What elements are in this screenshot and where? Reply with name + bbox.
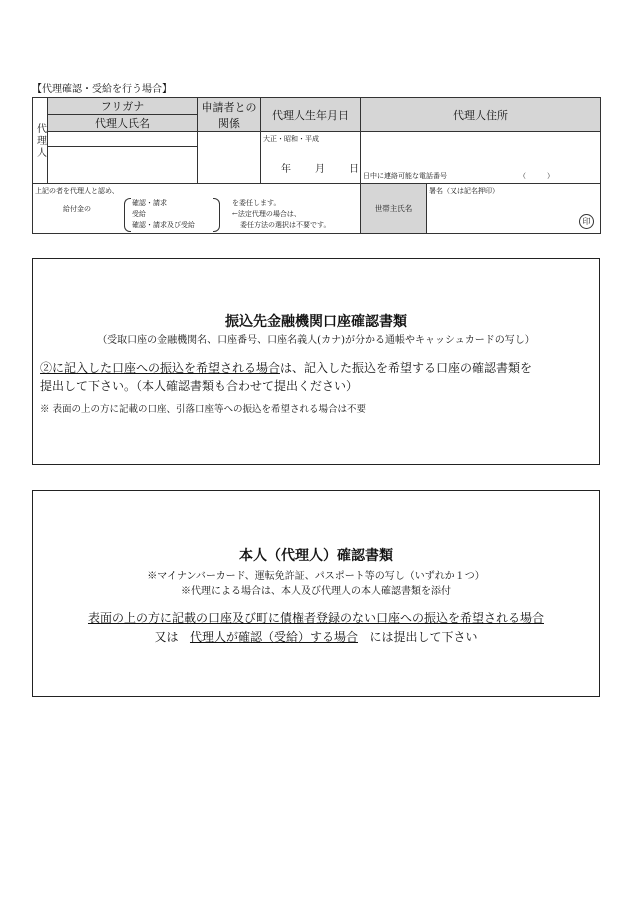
proxy-side-label: 代理人 <box>33 98 48 184</box>
furigana-header: フリガナ <box>48 98 198 115</box>
bank-box-line1 <box>40 359 532 376</box>
furigana-input[interactable] <box>48 132 198 147</box>
id-box-title: 本人（代理人）確認書類 <box>239 548 393 564</box>
bank-line1-underlined: ②に記入した口座への振込を希望される場合 <box>40 361 281 375</box>
era-options: 大正・昭和・平成 <box>263 135 319 143</box>
seal-mark: 印 <box>579 214 594 229</box>
bank-box-title: 振込先金融機関口座確認書類 <box>225 314 407 330</box>
option-confirm-claim[interactable]: 確認・請求 <box>132 199 167 207</box>
benefit-label: 給付金の <box>63 205 91 213</box>
id-box-line1 <box>33 609 599 626</box>
birthdate-input[interactable] <box>261 132 361 184</box>
month-label: 月 <box>315 164 325 175</box>
householder-signature[interactable] <box>427 184 601 234</box>
phone-label: 日中に連絡可能な電話番号 <box>363 172 447 180</box>
seal-label: 署名（又は記名押印） <box>429 187 499 195</box>
legal-note-1: ←法定代理の場合は、 <box>232 210 301 218</box>
id-line1-underlined: 表面の上の方に記載の口座及び町に債権者登録のない口座への振込を希望される場合 <box>87 611 544 625</box>
name-input[interactable] <box>48 147 198 184</box>
delegate-text: を委任します。 <box>232 199 281 207</box>
option-confirm-claim-receive[interactable]: 確認・請求及び受給 <box>132 221 195 229</box>
id-document-box <box>32 490 600 697</box>
bank-box-note: ※ 表面の上の方に記載の口座、引落口座等への振込を希望される場合は不要 <box>40 404 367 415</box>
bank-box-line2: 提出して下さい。（本人確認書類も合わせて提出ください） <box>40 379 359 393</box>
day-label: 日 <box>349 164 359 175</box>
consent-cell <box>33 184 361 234</box>
year-label: 年 <box>281 164 291 175</box>
id-box-sub1: ※マイナンバーカード、運転免許証、パスポート等の写し（いずれか１つ） <box>147 571 485 582</box>
id-line2-pre: 又は <box>154 630 179 644</box>
id-box-line2 <box>33 628 599 645</box>
id-line2-underlined: 代理人が確認（受給）する場合 <box>189 630 358 644</box>
name-header: 代理人氏名 <box>48 115 198 132</box>
address-header: 代理人住所 <box>361 98 601 132</box>
legal-note-2: 委任方法の選択は不要です。 <box>240 221 331 229</box>
bank-document-box <box>32 258 600 465</box>
householder-label: 世帯主氏名 <box>361 184 427 234</box>
relation-header: 申請者との関係 <box>198 98 261 132</box>
id-line2-post: には提出して下さい <box>369 630 478 644</box>
birthdate-header: 代理人生年月日 <box>261 98 361 132</box>
proxy-section-title: 【代理確認・受給を行う場合】 <box>32 84 172 95</box>
proxy-table <box>32 97 601 234</box>
address-input[interactable] <box>361 132 601 184</box>
bank-box-subtitle: （受取口座の金融機関名、口座番号、口座名義人(カナ)が分かる通帳やキャッシュカードの写し） <box>97 335 535 346</box>
bank-line1-rest: は、記入した振込を希望する口座の確認書類を <box>280 361 533 375</box>
consent-lead: 上記の者を代理人と認め、 <box>35 187 119 195</box>
id-box-sub2: ※代理による場合は、本人及び代理人の本人確認書類を添付 <box>181 586 451 597</box>
option-receive[interactable]: 受給 <box>132 210 146 218</box>
relation-input[interactable] <box>198 132 261 184</box>
phone-parens: （ ） <box>519 172 554 180</box>
